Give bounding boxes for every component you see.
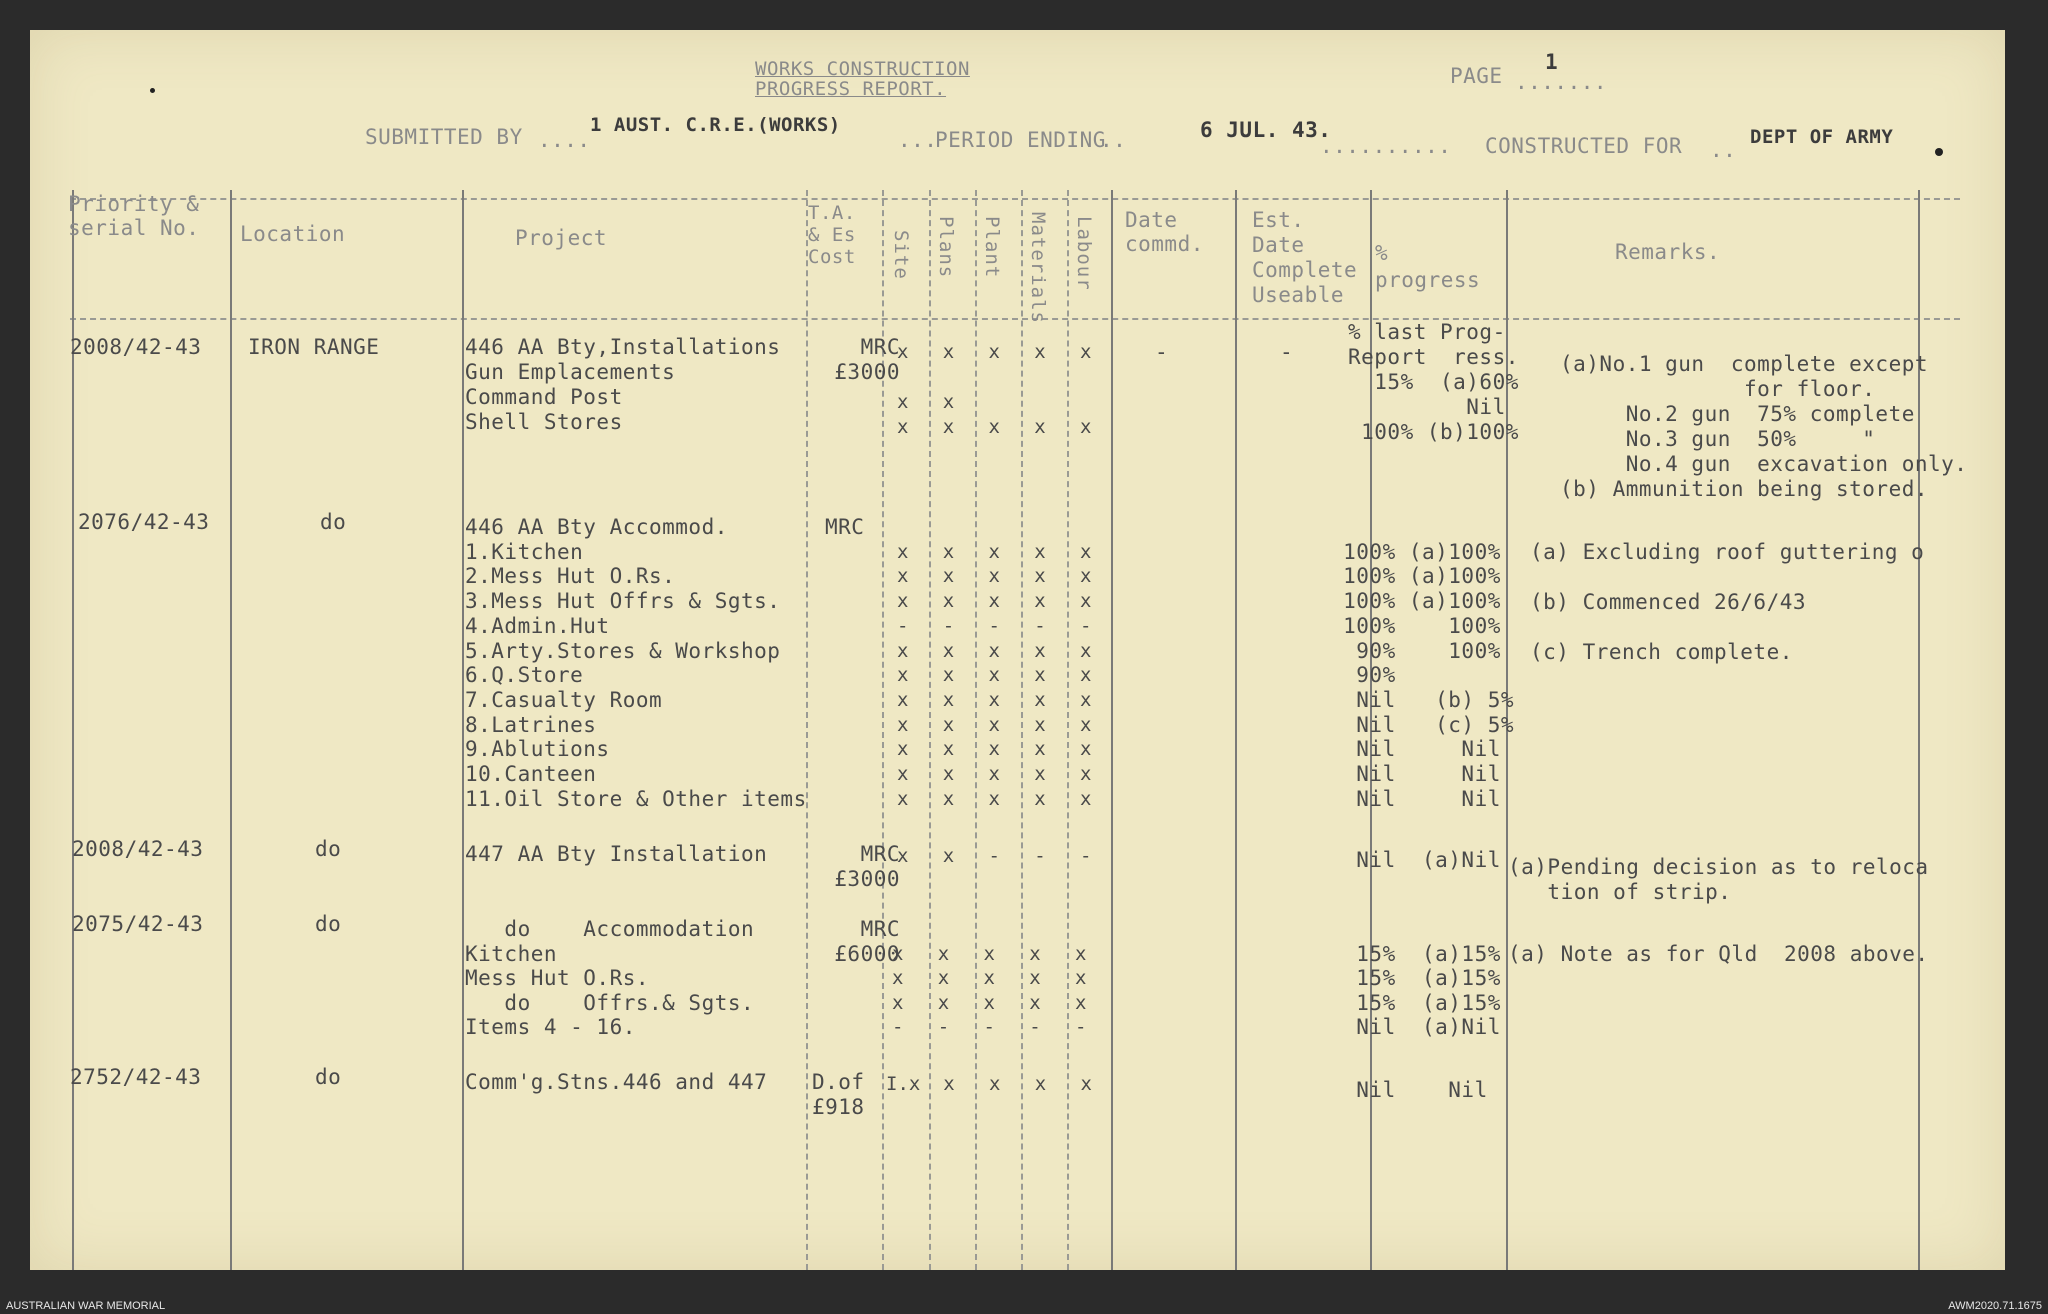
table-top-rule (70, 198, 1960, 200)
serial-no: 2075/42-43 (72, 912, 204, 936)
period-ending-label: PERIOD ENDING (935, 128, 1106, 152)
dots: .. (1710, 138, 1737, 162)
col-header-est-date: Est. Date Complete Useable (1252, 208, 1358, 307)
remarks: (a) Note as for Qld 2008 above. (1508, 942, 1929, 966)
project: Comm'g.Stns.446 and 447 (465, 1070, 768, 1094)
constructed-for-value: DEPT OF ARMY (1750, 126, 1894, 148)
col-header-materials: Materials (1027, 212, 1049, 324)
serial-no: 2752/42-43 (70, 1065, 202, 1089)
status-marks: x x x x x x x x x x x x x x x - - - - - x x x x x x x x x x x x x x x x x x x x x x x x x x x x x x x x x x x (897, 540, 1092, 810)
progress: Nil (a)Nil (1330, 848, 1501, 872)
punch-mark (150, 88, 155, 93)
serial-no: 2008/42-43 (72, 837, 204, 861)
col-header-plant: Plant (981, 216, 1003, 279)
period-ending-value: 6 JUL. 43. (1200, 118, 1332, 142)
status-marks: x x - - - (897, 845, 1092, 867)
status-marks: x x x x x x x x x x x x (897, 341, 1092, 438)
project: 446 AA Bty,Installations Gun Emplacements Command Post Shell Stores (465, 335, 781, 434)
page-number: 1 (1545, 50, 1559, 74)
location: do (315, 912, 342, 936)
submitted-by-label: SUBMITTED BY (365, 125, 523, 149)
location: IRON RANGE (248, 335, 380, 359)
col-header-priority: Priority & serial No. (68, 192, 200, 240)
dots: .... (538, 128, 591, 152)
col-header-date-commd: Date commd. (1125, 208, 1204, 256)
col-rule (462, 190, 464, 1270)
page-dots: ....... (1515, 70, 1608, 94)
constructed-for-label: CONSTRUCTED FOR (1485, 134, 1683, 158)
col-header-location: Location (240, 222, 346, 246)
est-date: - (1280, 340, 1294, 364)
progress: 100% (a)100% 100% (a)100% 100% (a)100% 100% 100% 90% 100% 90% Nil (b) 5% Nil (c) 5% Nil Nil Nil Nil Nil Nil (1343, 539, 1515, 811)
cost: MRC £3000 (834, 335, 900, 384)
dots: .......... (1320, 134, 1452, 158)
submitted-by-value: 1 AUST. C.R.E.(WORKS) (590, 114, 841, 136)
remarks: (a)Pending decision as to reloca tion of strip. (1508, 855, 1929, 904)
status-marks: I.x x x x x (886, 1073, 1092, 1095)
progress: Nil Nil (1330, 1078, 1488, 1102)
location: do (320, 510, 347, 534)
cost: MRC £6000 (834, 917, 900, 966)
col-rule (230, 190, 232, 1270)
col-header-progress: % progress (1375, 241, 1481, 292)
col-rule (1111, 190, 1113, 1270)
status-marks: x x x x x x x x x x x x x x x - - - - - (892, 942, 1087, 1038)
dots: ... (898, 128, 938, 152)
serial-no: 2076/42-43 (78, 510, 210, 534)
progress: 15% (a)15% 15% (a)15% 15% (a)15% Nil (a)Nil (1356, 941, 1501, 1039)
col-header-remarks: Remarks. (1615, 240, 1721, 264)
page-label: PAGE (1450, 64, 1503, 88)
progress: % last Prog- Report ress. 15% (a)60% Nil 100% (b)100% (1348, 320, 1519, 444)
col-header-labour: Labour (1073, 216, 1095, 291)
remarks: (a) Excluding roof guttering o (b) Commenced 26/6/43 (c) Trench complete. (1530, 540, 1925, 664)
col-rule (1235, 190, 1237, 1270)
col-header-cost: T.A. & Es Cost (808, 202, 856, 268)
project: 446 AA Bty Accommod. 1.Kitchen 2.Mess Hut O.Rs. 3.Mess Hut Offrs & Sgts. 4.Admin.Hut 5.Arty.Stores & Workshop 6.Q.Store 7.Casualty Room 8.Latrines 9.Ablutions 10.Canteen 11.Oil Store & Other items (465, 515, 807, 811)
project: do Accommodation Kitchen Mess Hut O.Rs. do Offrs.& Sgts. Items 4 - 16. (465, 917, 755, 1039)
document-page (30, 30, 2005, 1270)
header-bottom-rule (70, 318, 1960, 320)
cost: D.of £918 (812, 1070, 865, 1119)
col-header-plans: Plans (935, 216, 957, 279)
col-header-project: Project (515, 226, 608, 250)
location: do (315, 837, 342, 861)
serial-no: 2008/42-43 (70, 335, 202, 359)
location: do (315, 1065, 342, 1089)
archive-reference: AWM2020.71.1675 (1948, 1300, 2042, 1312)
remarks: (a)No.1 gun complete except for floor. No.2 gun 75% complete No.3 gun 50% " No.4 gun excavation only. (b) Ammunition being stored. (1560, 352, 1968, 501)
dots: .. (1100, 128, 1127, 152)
cost: MRC (825, 515, 865, 539)
punch-mark (1935, 148, 1943, 156)
report-title: WORKS CONSTRUCTION (755, 58, 970, 80)
col-header-site: Site (890, 230, 912, 280)
project: 447 AA Bty Installation (465, 842, 768, 866)
date-commd: - (1155, 340, 1169, 364)
archive-credit: AUSTRALIAN WAR MEMORIAL (6, 1300, 166, 1312)
cost: MRC £3000 (834, 842, 900, 891)
report-subtitle: PROGRESS REPORT. (755, 78, 947, 100)
